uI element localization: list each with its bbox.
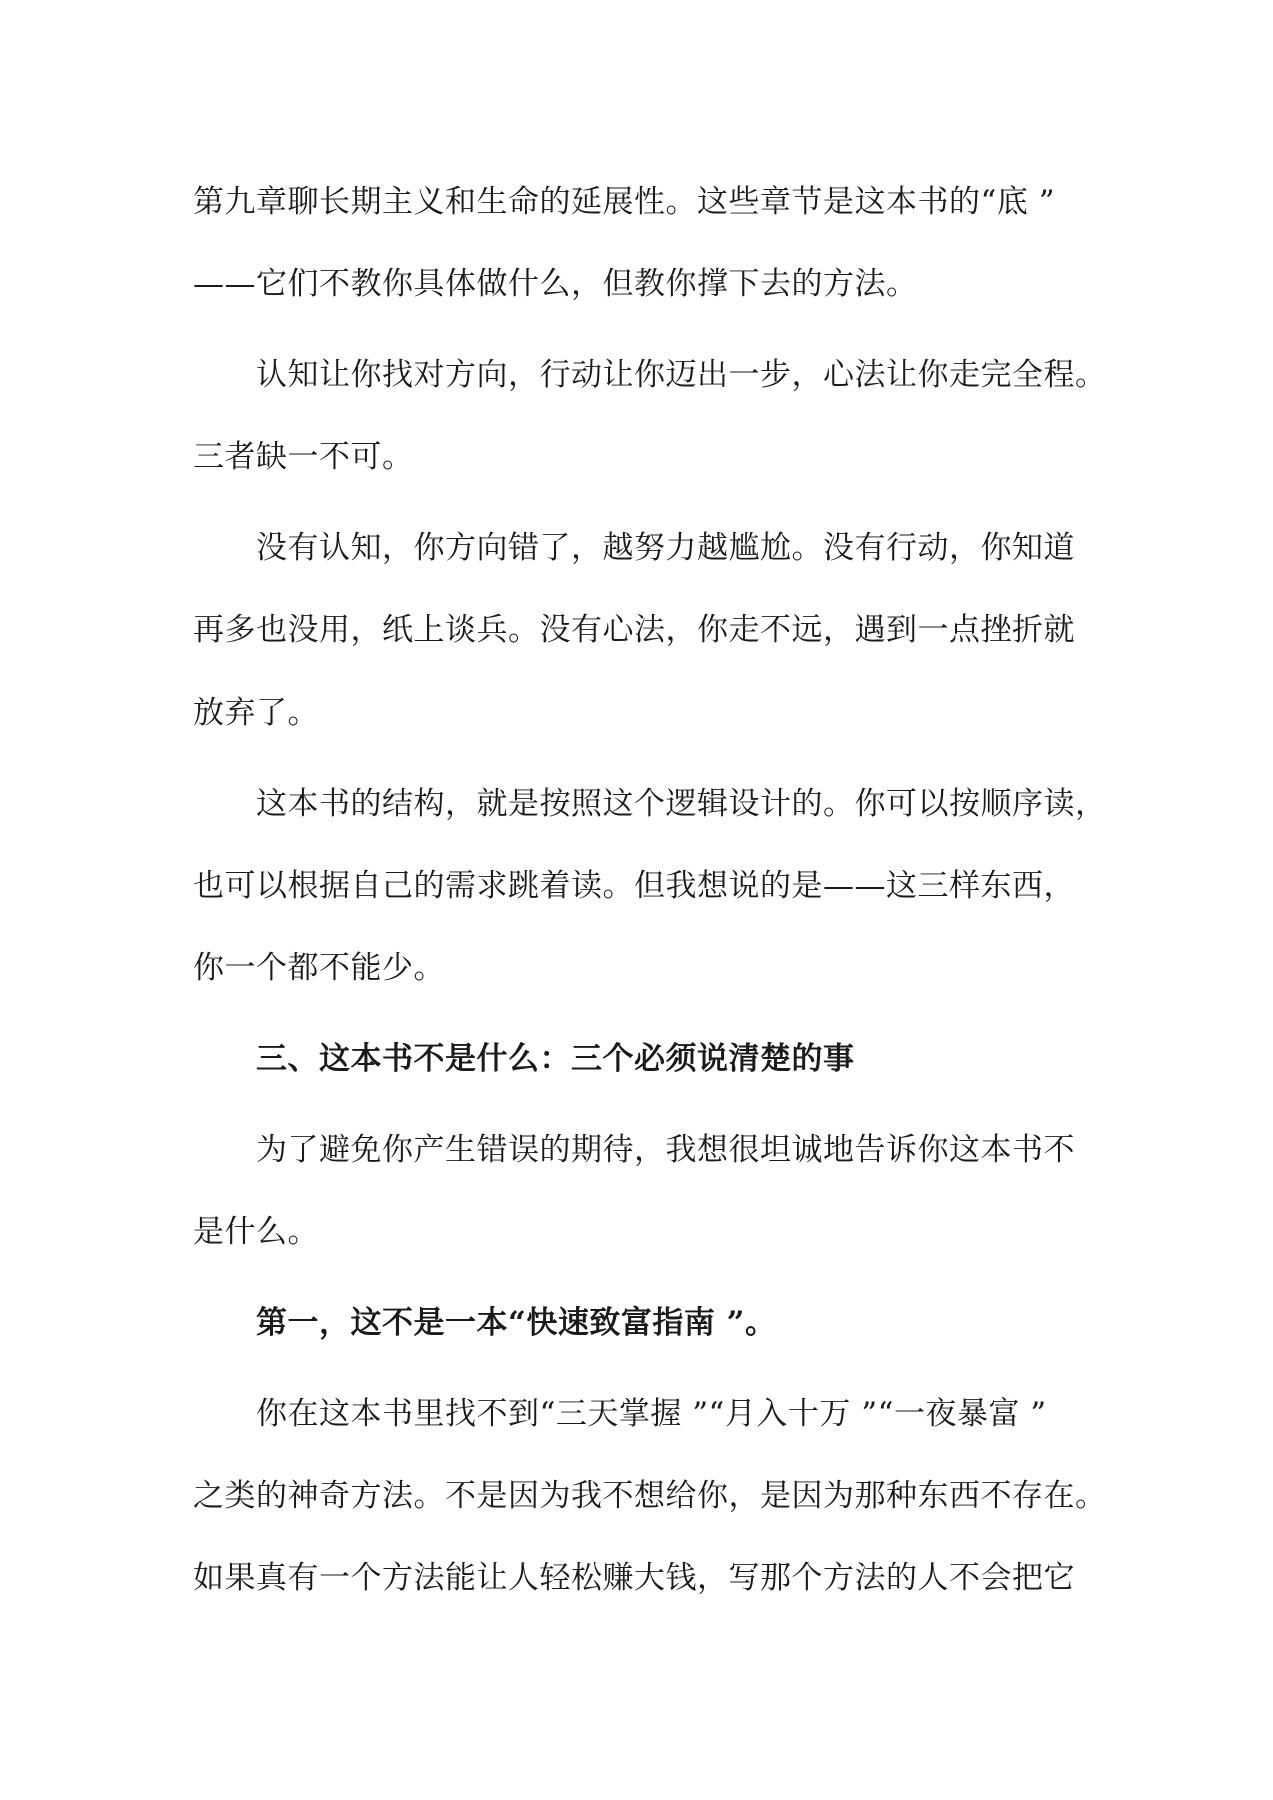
text-line: 之类的神奇方法。不是因为我不想给你，是因为那种东西不存在。: [193, 1478, 1107, 1514]
text-line: 三者缺一不可。: [193, 439, 414, 475]
paragraph-first-line: 为了避免你产生错误的期待，我想很坦诚地告诉你这本书不: [256, 1132, 1075, 1168]
paragraph-first-line: 没有认知，你方向错了，越努力越尴尬。没有行动，你知道: [256, 530, 1075, 566]
paragraph-first-line: 这本书的结构，就是按照这个逻辑设计的。你可以按顺序读，: [256, 786, 1107, 822]
text-line: 如果真有一个方法能让人轻松赚大钱，写那个方法的人不会把它: [193, 1560, 1075, 1596]
text-line: 是什么。: [193, 1214, 319, 1250]
text-line: 放弃了。: [193, 695, 319, 731]
text-line: ——它们不教你具体做什么，但教你撑下去的方法。: [193, 266, 918, 302]
text-line: 第九章聊长期主义和生命的延展性。这些章节是这本书的“底 ”: [193, 184, 1056, 220]
text-line: 你一个都不能少。: [193, 950, 445, 986]
text-line: 再多也没用，纸上谈兵。没有心法，你走不远，遇到一点挫折就: [193, 612, 1075, 648]
text-line: 也可以根据自己的需求跳着读。但我想说的是——这三样东西，: [193, 868, 1075, 904]
paragraph-first-line: 认知让你找对方向，行动让你迈出一步，心法让你走完全程。: [256, 357, 1107, 393]
paragraph-first-line: 你在这本书里找不到“三天掌握 ”“月入十万 ”“一夜暴富 ”: [256, 1396, 1047, 1432]
section-heading: 三、这本书不是什么：三个必须说清楚的事: [256, 1041, 855, 1077]
point-heading: 第一，这不是一本“快速致富指南 ”。: [256, 1305, 777, 1341]
